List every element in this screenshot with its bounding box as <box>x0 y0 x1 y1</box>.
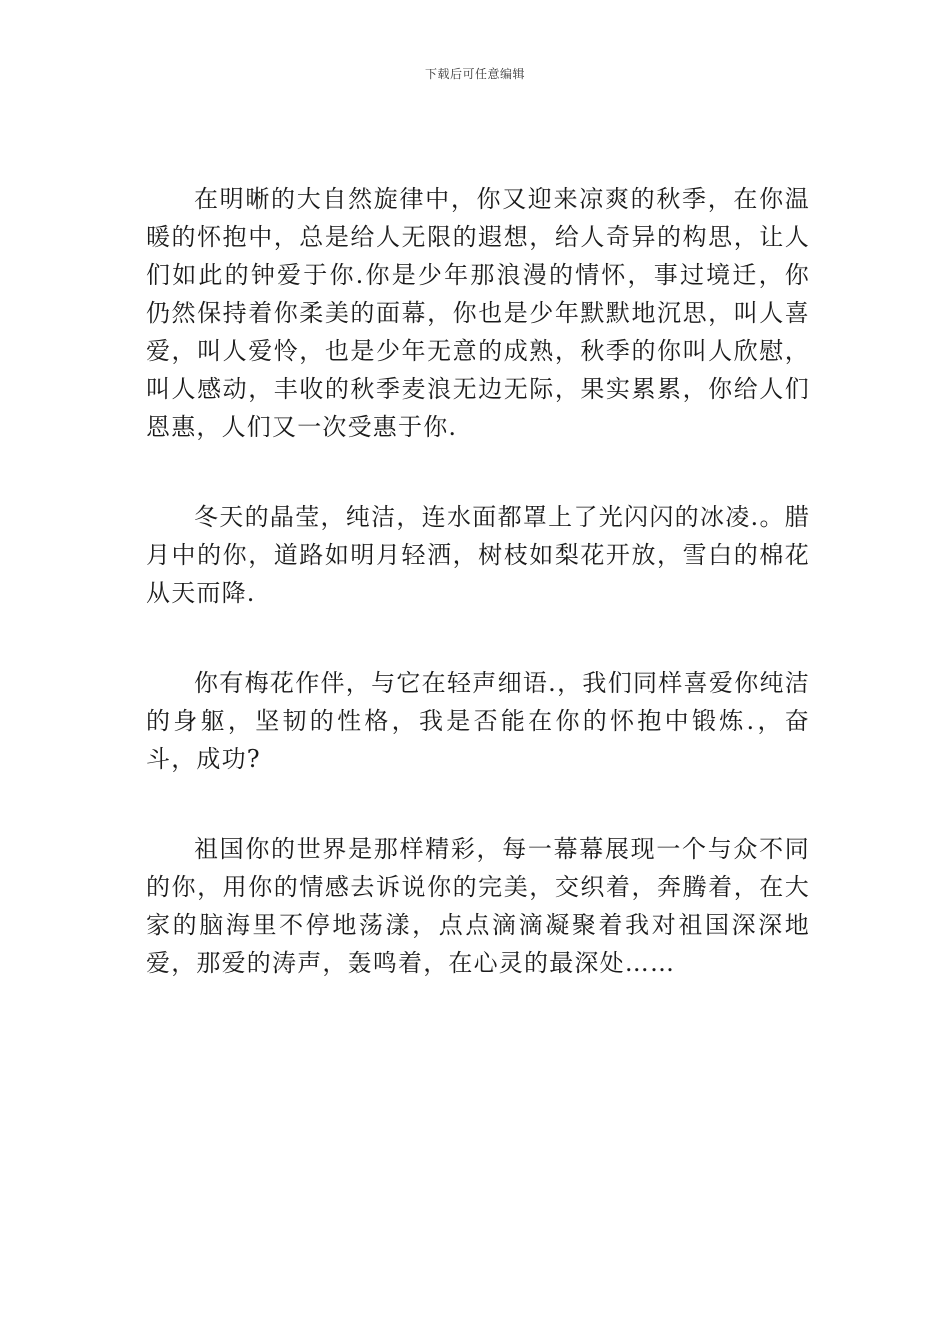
paragraph-motherland: 祖国你的世界是那样精彩，每一幕幕展现一个与众不同的你，用你的情感去诉说你的完美，交织着，奔腾着，在大家的脑海里不停地荡漾，点点滴滴凝聚着我对祖国深深地爱，那爱的涛声，轰鸣着，在心灵的最深处…… <box>146 835 810 977</box>
document-body <box>146 180 810 1034</box>
paragraph-autumn: 在明晰的大自然旋律中，你又迎来凉爽的秋季，在你温暖的怀抱中，总是给人无限的遐想，给人奇异的构思，让人们如此的钟爱于你.你是少年那浪漫的情怀，事过境迁，你仍然保持着你柔美的面幕，你也是少年默默地沉思，叫人喜爱，叫人爱怜，也是少年无意的成熟，秋季的你叫人欣慰，叫人感动，丰收的秋季麦浪无边无际，果实累累，你给人们恩惠，人们又一次受惠于你. <box>146 185 810 441</box>
paragraph-winter: 冬天的晶莹，纯洁，连水面都罩上了光闪闪的冰凌.。腊月中的你，道路如明月轻洒，树枝如梨花开放，雪白的棉花从天而降. <box>146 503 810 607</box>
page-header-note: 下载后可任意编辑 <box>424 67 525 81</box>
paragraph-plum-blossom: 你有梅花作伴，与它在轻声细语.，我们同样喜爱你纯洁的身躯，坚韧的性格，我是否能在你的怀抱中锻炼.，奋斗，成功? <box>146 669 810 773</box>
